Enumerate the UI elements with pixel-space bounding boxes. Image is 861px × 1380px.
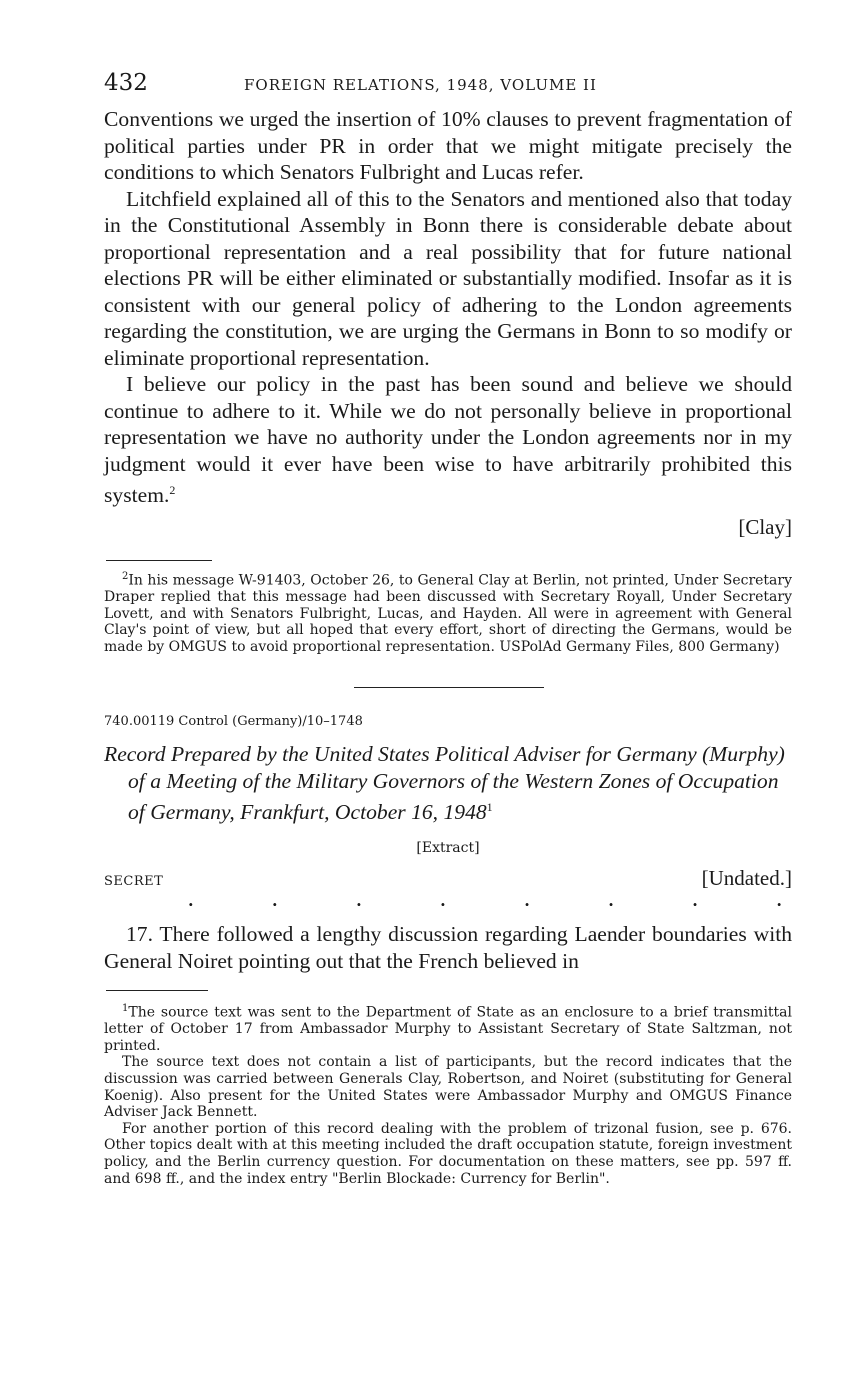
footnote-2	[104, 569, 792, 656]
footnote-1-text: The source text was sent to the Department of State as an enclosure to a brief transmittal letter of October 17 from Ambassador Murphy to Assistant Secretary of State Saltzman, not printed.	[104, 1004, 792, 1054]
ellipsis-dot: .	[776, 891, 782, 910]
footnote-2-text: In his message W-91403, October 26, to General Clay at Berlin, not printed, Under Secretary Draper replied that this message had been discussed with Secretary Royall, Under Secretary Lovett, and with Senators Fulbright, Lucas, and Hayden. All were in agreement with General Clay's point of view, but all hoped that every effort, short of directing the Germans, would be made by OMGUS to avoid proportional representation. USPolAd Germany Files, 800 Germany)	[104, 572, 792, 655]
section-separator	[354, 687, 544, 688]
footnote-1-continued: The source text does not contain a list of participants, but the record indicates that the discussion was carried between Generals Clay, Robertson, and Noiret (substituting for General Koenig). Also present for the United States were Ambassador Murphy and OMGUS Finance Adviser Jack Bennett.	[104, 1054, 792, 1121]
signature: [Clay]	[738, 514, 792, 539]
footnote-rule	[106, 560, 212, 561]
ellipsis-dot: .	[524, 891, 530, 910]
classification: SECRET	[104, 874, 164, 889]
footnote-ref-1: 1	[486, 800, 493, 815]
classification-row	[104, 866, 792, 891]
paragraph-17: 17. There followed a lengthy discussion regarding Laender boundaries with General Noiret pointing out that the French believed in	[104, 922, 792, 973]
document-title-text: Record Prepared by the United States Political Adviser for Germany (Murphy) of a Meeting of the Military Governors of the Western Zones of Occupation of Germany, Frankfurt, October 16, 1948	[104, 742, 785, 825]
extract-label: [Extract]	[416, 840, 480, 856]
footnote-1-marker: 1	[122, 1003, 129, 1014]
ellipsis-dot: .	[188, 891, 194, 910]
page-header	[104, 70, 792, 106]
paragraph-litchfield: Litchfield explained all of this to the Senators and mentioned also that today in the Constitutional Assembly in Bonn there is considerable debate about proportional representation and a real possibility that for future national elections PR will be either eliminated or substantially modified. Insofar as it is consistent with our general policy of adhering to the London agreements regarding the constitution, we are urging the Germans in Bonn to so modify or eliminate proportional representation.	[104, 186, 792, 370]
paragraph-policy-text: I believe our policy in the past has been sound and believe we should continue to adhere to it. While we do not personally believe in proportional representation we have no authority under the London agreements nor in my judgment would it ever have been wise to have arbitrarily prohibited this system.	[104, 372, 792, 508]
ellipsis-dot: .	[692, 891, 698, 910]
date-note: [Undated.]	[701, 866, 792, 890]
footnote-1-continued: For another portion of this record dealing with the problem of trizonal fusion, see p. 676. Other topics dealt with at this meeting included the draft occupation statute, foreign investment policy, and the Berlin currency question. For documentation on these matters, see pp. 597 ff. and 698 ff., and the index entry "Berlin Blockade: Currency for Berlin".	[104, 1120, 792, 1187]
file-number: 740.00119 Control (Germany)/10–1748	[104, 714, 363, 730]
footnote-ref-2: 2	[169, 483, 176, 497]
page-number: 432	[104, 70, 148, 96]
ellipsis-dot: .	[608, 891, 614, 910]
ellipsis-dot: .	[272, 891, 278, 910]
ellipsis-dot: .	[440, 891, 446, 910]
footnote-1	[104, 1001, 792, 1054]
paragraph-policy	[104, 371, 792, 509]
document-page	[104, 70, 792, 1187]
running-title: FOREIGN RELATIONS, 1948, VOLUME II	[244, 76, 597, 94]
ellipsis-dot: .	[356, 891, 362, 910]
footnote-2-marker: 2	[122, 570, 129, 582]
footnote-rule	[106, 990, 208, 991]
document-title	[104, 741, 792, 826]
omission-ellipsis	[104, 893, 792, 915]
paragraph-continued: Conventions we urged the insertion of 10% clauses to prevent fragmentation of political parties under PR in order that we might mitigate precisely the conditions to which Senators Fulbright and Lucas refer.	[104, 107, 792, 184]
